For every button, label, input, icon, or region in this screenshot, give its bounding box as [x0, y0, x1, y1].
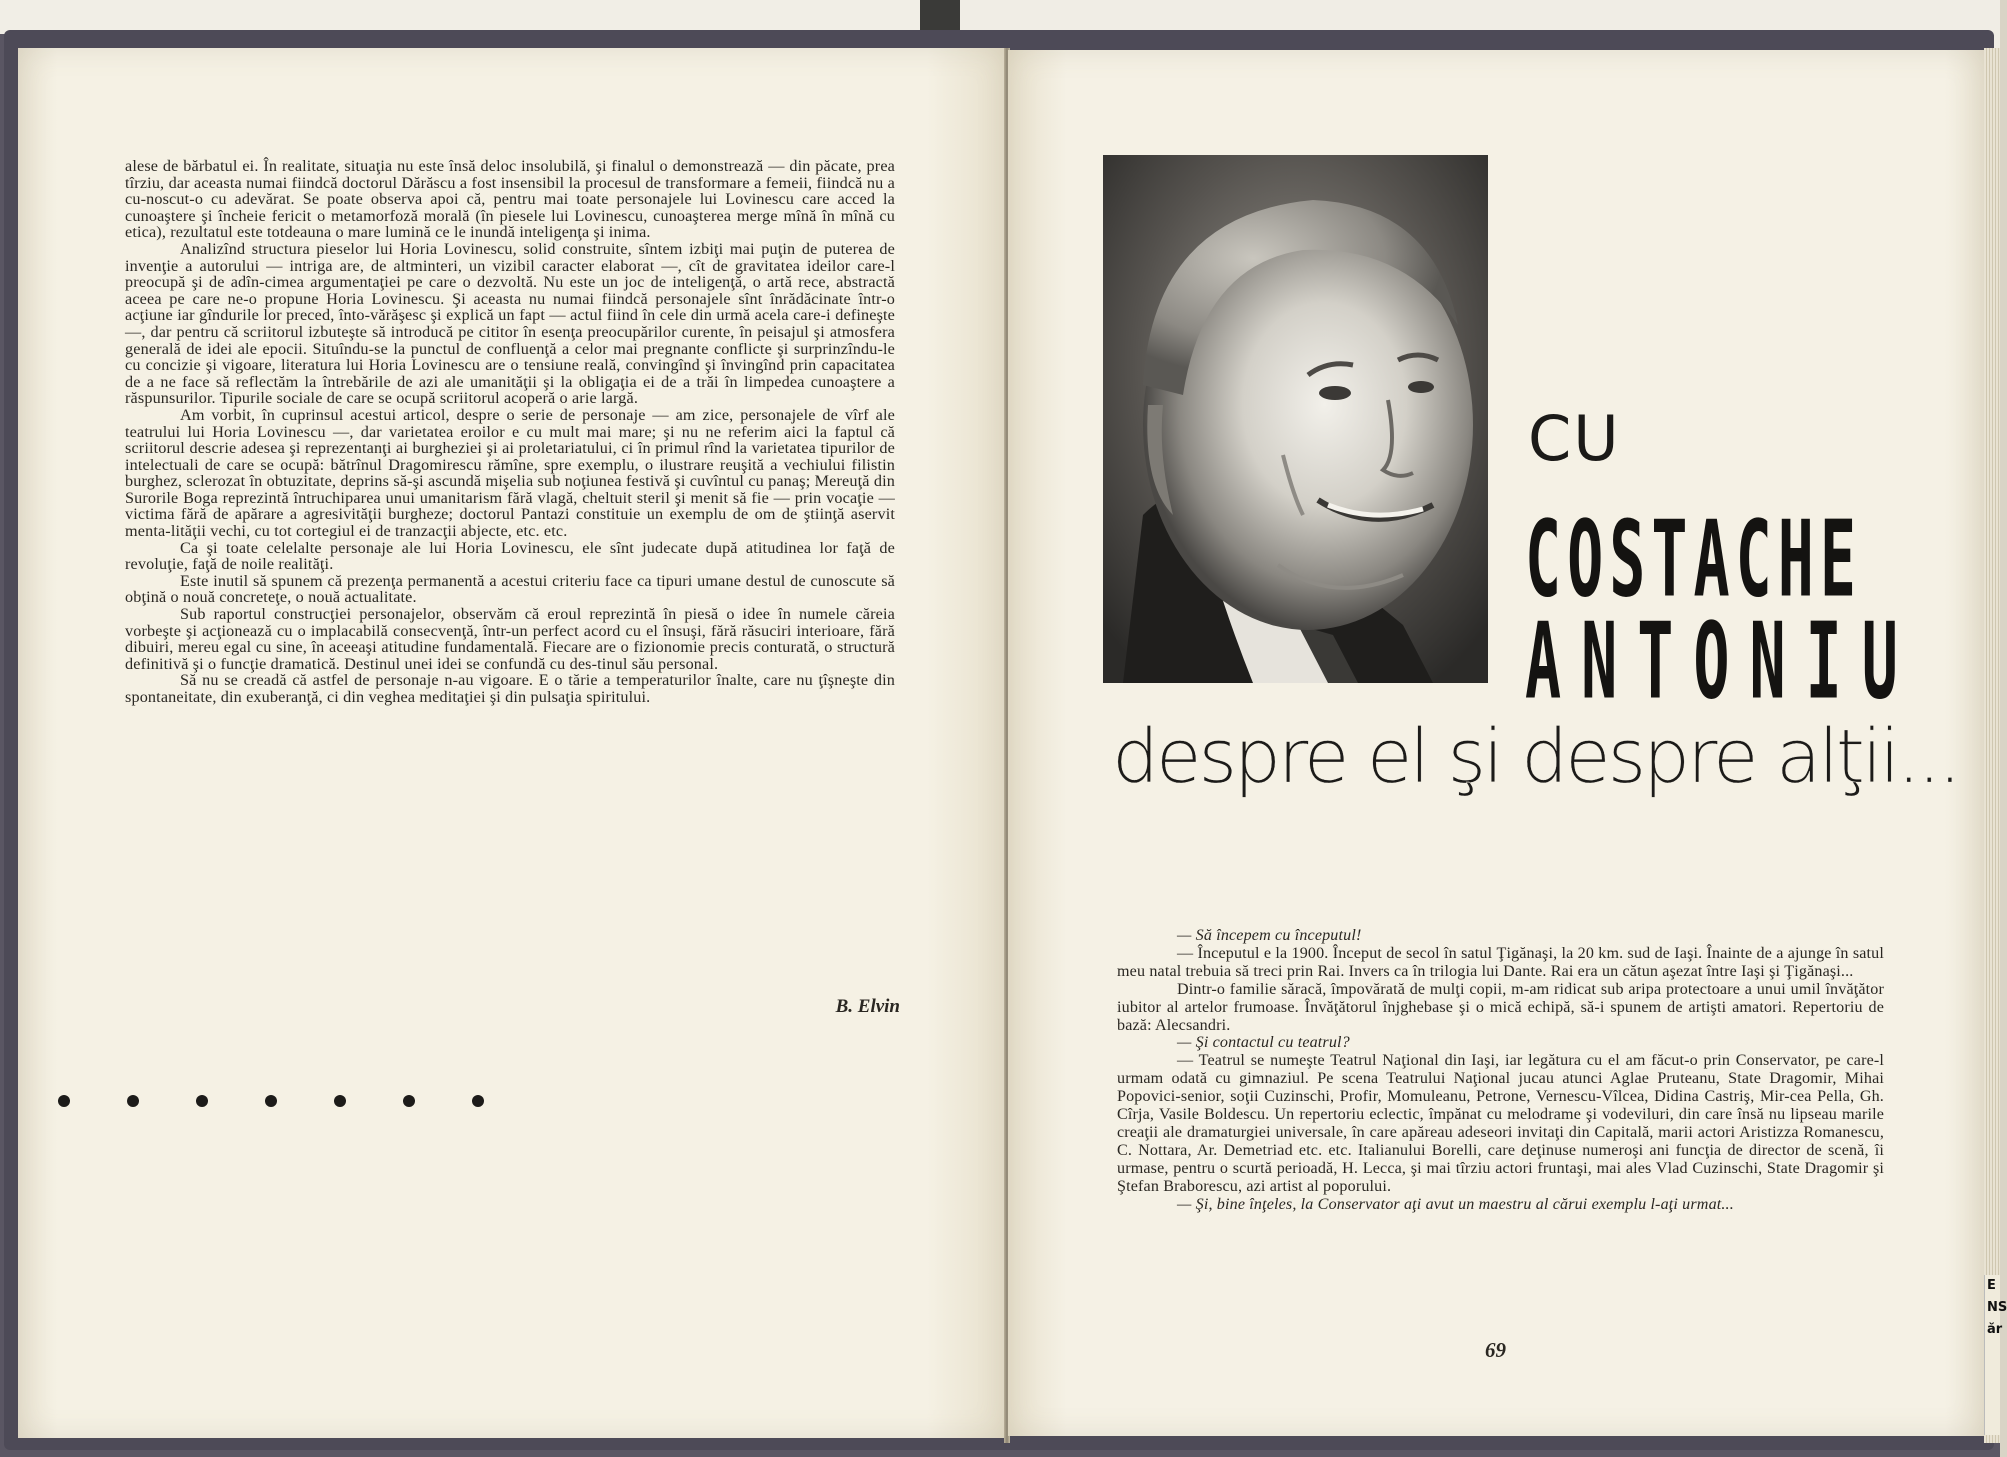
dot-ornament — [472, 1095, 484, 1107]
title-last-name: ANTONIU — [1525, 601, 1918, 724]
interview-question: — Să începem cu începutul! — [1177, 927, 1362, 944]
article-paragraph: alese de bărbatul ei. În realitate, situaţia nu este însă deloc insolubilă, şi finalul o demonstrează — din păcate, prea tîrziu, dar aceasta numai fiindcă doctorul Dărăscu a fost insensibil la procesul de transformare a femeii, fiindcă nu a cu-noscut-o cu adevărat. Se poate observa apoi că, pentru mai toate personajele lui Lovinescu care acced la cunoaştere şi încheie fericit o metamorfoză morală (în piesele lui Lovinescu, cunoaşterea merge mînă în mînă cu etica), rezultatul este totdeauna o mare lumină ce le inundă inteligenţa şi inima. — [125, 157, 895, 242]
page-edges — [1984, 48, 2000, 1443]
portrait-illustration — [1103, 155, 1488, 683]
article-paragraph: Este inutil să spunem că prezenţa permanentă a acestui criteriu face ca tipuri umane destul de cunoscute să obţină o nouă concreteţe, o nouă actualitate. — [125, 571, 895, 607]
article-paragraph: Am vorbit, în cuprinsul acestui articol, despre o serie de personaje — am zice, personajele de vîrf ale teatrului lui Horia Lovinescu —, dar varietatea eroilor e cu mult mai mare; şi nu ne referim aici la faptul că scriitorul descrie adesea şi reprezentanţi ai burgheziei şi ai proletariatului, ci în primul rînd la varietatea tipurilor de intelectuali de care se ocupă: bătrînul Dragomirescu rămîne, spre exemplu, o ilustrare reuşită a vechiului filistin burghez, sclerozat în obtuzitate, deprins să-şi ascundă mişelia sub noţiunea festivă şi cuvîntul cu panaş; Mereuţă din Surorile Boga reprezintă întruchiparea unui umanitarism fără vlagă, cheltuit steril şi menit să fie — prin vocaţie — victima fără de apărare a agresivităţii burgheze; doctorul Pantazi constituie un exemplu de om de ştiinţă aservit menta-lităţii vechi, cu tot cortegiul ei de tranzacţii abjecte, etc. etc. — [125, 405, 895, 541]
background-paper — [0, 0, 920, 34]
dot-ornament — [58, 1095, 70, 1107]
article-subtitle: despre el şi despre alţii... — [1112, 714, 1959, 800]
interview-answer: — Teatrul se numeşte Teatrul Naţional din Iaşi, iar legătura cu el am făcut-o prin Conservator, pe care-l urmam odată cu gimnaziul. Pe scena Teatrului Naţional jucau atunci Aglae Pruteanu, State Dragomir, Mihai Popovici-senior, soţii Cuzinschi, Profir, Momuleanu, Petrone, Vernescu-Vîlcea, Didina Castriş, Mir-cea Pella, Gh. Cîrja, Vasile Boldescu. Un repertoriu eclectic, împănat cu melodrame şi vodeviluri, din care însă nu lipseau marile creaţii ale dramaturgiei universale, în care apăreau adeseori invitaţi din Capitală, marii actori Aristizza Romanescu, C. Nottara, Ar. Demetriad etc. etc. Italianului Borelli, care deţinuse numeroşi ani funcţia de director de scenă, îi urmase, pentru o scurtă perioadă, H. Lecca, şi mai tîrziu actori fruntaşi, mai ales Vlad Cuzinschi, State Dragomir şi Ştefan Braborescu, azi artist al poporului. — [1117, 1052, 1884, 1195]
dot-ornament — [334, 1095, 346, 1107]
article-text — [125, 158, 895, 706]
article-paragraph: Ca şi toate celelalte personaje ale lui Horia Lovinescu, ele sînt judecate după atitudinea lor faţă de revoluţie, faţă de noile realităţi. — [125, 538, 895, 574]
decorative-dot-row — [58, 1095, 484, 1107]
interview-answer: Dintr-o familie săracă, împovărată de mulţi copii, m-am ridicat sub aripa protectoare a unui umil învăţător iubitor al artelor frumoase. Învăţătorul înjghebase şi o mică echipă, să-i spunem de artişti amatori. Repertoriu de bază: Alecsandri. — [1117, 980, 1884, 1034]
interview-text — [1117, 927, 1884, 1214]
article-paragraph: Sub raportul construcţiei personajelor, observăm că eroul reprezintă în piesă o idee în numele căreia vorbeşte şi acţionează cu o implacabilă consecvenţă, într-un perfect acord cu el însuşi, fără răsuciri interioare, fără dibuiri, mereu egal cu sine, în aceeaşi atitudine fundamentală. Fiecare are o fizionomie precis conturată, o structură definitivă şi o funcţie dramatică. Destinul unei idei se confundă cu des-tinul său personal. — [125, 605, 895, 673]
title-first-name: COSTACHE — [1525, 499, 1862, 622]
article-paragraph: Analizînd structura pieselor lui Horia Lovinescu, solid construite, sîntem izbiţi mai puţin de puterea de invenţie a autorului — intriga are, de altminteri, un vizibil caracter elaborat —, cît de gravitatea ideilor care-l preocupă şi de adîn-cimea argumentaţiei pe care o dezvoltă. Nu este un joc de inteligenţă, o artă rece, abstractă aceea pe care ne-o propune Horia Lovinescu. Şi aceasta nu numai fiindcă personajele sînt înrădăcinate într-o acţiune iar gîndurile lor preced, înto-vărăşesc şi explică un fapt — actul fiind în cele din urmă acela care-i defineşte —, dar pentru că scriitorul izbuteşte să introducă pe cititor în esenţa preocupărilor curente, în peisajul şi atmosfera generală de idei ale epocii. Situîndu-se la punctul de confluenţă a celor mai pregnante conflicte şi surprinzîndu-le cu concizie şi vigoare, literatura lui Horia Lovinescu are o tensiune reală, convingînd şi învingînd prin capacitatea de a ne face să reflectăm la întrebările de azi ale umanităţii şi la obligaţia ei de a trăi în limpedea cunoaştere a răspunsurilor. Tipurile sociale de care se ocupă scriitorul acoperă o arie largă. — [125, 239, 895, 408]
interview-question: — Şi contactul cu teatrul? — [1177, 1034, 1350, 1052]
title-prefix: CU — [1528, 402, 1621, 475]
dot-ornament — [196, 1095, 208, 1107]
interview-question: — Şi, bine înţeles, la Conservator aţi avut un maestru al cărui exemplu l-aţi urmat... — [1177, 1195, 1734, 1213]
article-paragraph: Să nu se creadă că astfel de personaje n-au vigoare. E o tărie a temperaturilor înalte, care nu ţîşneşte din spontaneitate, din exuberanţă, ci din veghea meditaţiei şi din pulsaţia spiritului. — [125, 671, 895, 706]
page-number: 69 — [1485, 1338, 1506, 1362]
next-page-edge-tab: E NS ăr — [1984, 1275, 2000, 1435]
author-signature: B. Elvin — [835, 996, 900, 1017]
portrait-photo — [1103, 155, 1488, 683]
dot-ornament — [265, 1095, 277, 1107]
dot-ornament — [127, 1095, 139, 1107]
interview-answer: — Începutul e la 1900. Început de secol în satul Ţigănaşi, la 20 km. sud de Iaşi. Înainte de a ajunge în satul meu natal trebuia să treci prin Rai. Invers ca în trilogia lui Dante. Rai era un cătun aşezat între Iaşi şi Ţigănaşi... — [1117, 944, 1884, 980]
dot-ornament — [403, 1095, 415, 1107]
